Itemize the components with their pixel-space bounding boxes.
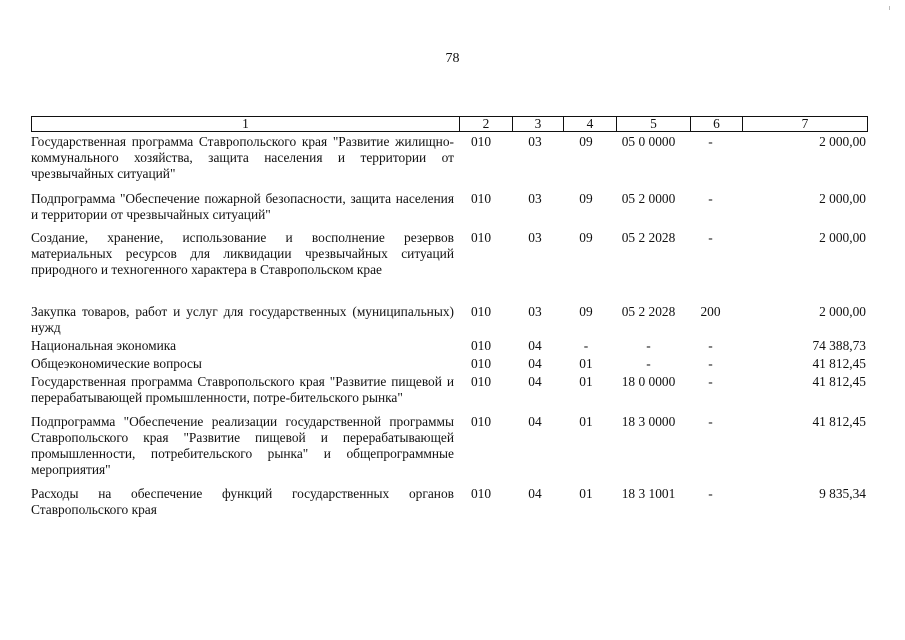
row-col-6: 200 bbox=[700, 304, 721, 319]
row-col-3: 04 bbox=[528, 338, 542, 353]
row-col-2: 010 bbox=[470, 486, 492, 501]
row-col-2: 010 bbox=[470, 134, 492, 149]
row-col-4: 09 bbox=[579, 134, 593, 149]
header-col-2: 2 bbox=[459, 117, 512, 131]
scan-mark bbox=[889, 6, 890, 10]
row-col-7: 41 812,45 bbox=[812, 374, 866, 389]
header-col-6: 6 bbox=[690, 117, 742, 131]
row-col-4: 09 bbox=[579, 191, 593, 206]
row-col-2: 010 bbox=[470, 356, 492, 371]
table-row bbox=[31, 486, 868, 518]
row-col-5: 18 3 0000 bbox=[621, 414, 676, 429]
row-col-6: - bbox=[708, 338, 713, 353]
row-col-3: 04 bbox=[528, 414, 542, 429]
row-col-2: 010 bbox=[470, 191, 492, 206]
row-col-7: 41 812,45 bbox=[812, 356, 866, 371]
table-header-row bbox=[31, 116, 868, 132]
row-col-7: 2 000,00 bbox=[819, 304, 866, 319]
row-col-5: 05 2 2028 bbox=[621, 304, 676, 319]
row-col-2: 010 bbox=[470, 414, 492, 429]
row-col-7: 9 835,34 bbox=[819, 486, 866, 501]
row-col-3: 03 bbox=[528, 230, 542, 245]
row-col-3: 03 bbox=[528, 191, 542, 206]
row-name: Государственная программа Ставропольского края "Развитие жилищно-коммунального хозяйства, защита населения и территории от чрезвычайных ситуаций" bbox=[31, 134, 454, 181]
row-col-6: - bbox=[708, 414, 713, 429]
budget-table bbox=[31, 116, 868, 518]
row-col-7: 2 000,00 bbox=[819, 230, 866, 245]
row-name: Расходы на обеспечение функций государственных органов Ставропольского края bbox=[31, 486, 454, 517]
row-col-7: 74 388,73 bbox=[812, 338, 866, 353]
row-col-4: 09 bbox=[579, 230, 593, 245]
row-col-3: 03 bbox=[528, 304, 542, 319]
row-col-3: 04 bbox=[528, 486, 542, 501]
table-row bbox=[31, 191, 868, 223]
row-name: Государственная программа Ставропольского края "Развитие пищевой и перерабатывающей промышленности, потре-бительского рынка" bbox=[31, 374, 454, 405]
row-col-5: 05 0 0000 bbox=[621, 134, 676, 149]
row-col-4: - bbox=[583, 338, 589, 353]
header-col-4: 4 bbox=[563, 117, 616, 131]
row-name: Подпрограмма "Обеспечение пожарной безопасности, защита населения и территории от чрезвычайных ситуаций" bbox=[31, 191, 454, 222]
table-row bbox=[31, 338, 868, 354]
row-col-7: 41 812,45 bbox=[812, 414, 866, 429]
row-col-7: 2 000,00 bbox=[819, 191, 866, 206]
row-col-2: 010 bbox=[470, 230, 492, 245]
row-col-5: 05 2 0000 bbox=[621, 191, 676, 206]
table-row bbox=[31, 414, 868, 478]
row-col-5: - bbox=[646, 356, 651, 371]
row-col-3: 04 bbox=[528, 356, 542, 371]
row-col-7: 2 000,00 bbox=[819, 134, 866, 149]
row-col-5: 05 2 2028 bbox=[621, 230, 676, 245]
row-col-2: 010 bbox=[470, 338, 492, 353]
row-col-5: 18 0 0000 bbox=[621, 374, 676, 389]
row-col-4: 01 bbox=[579, 374, 593, 389]
row-name: Создание, хранение, использование и восполнение резервов материальных ресурсов для ликвидации чрезвычайных ситуаций природного и техногенного характера в Ставропольском крае bbox=[31, 230, 454, 277]
row-col-6: - bbox=[708, 191, 713, 206]
row-name: Подпрограмма "Обеспечение реализации государственной программы Ставропольского края "Развитие пищевой и перерабатывающей промышленности, потребительского рынка" и общепрограммные мероприятия" bbox=[31, 414, 454, 477]
header-col-5: 5 bbox=[616, 117, 690, 131]
row-col-4: 01 bbox=[579, 414, 593, 429]
header-col-7: 7 bbox=[742, 117, 867, 131]
row-col-2: 010 bbox=[470, 374, 492, 389]
row-name: Национальная экономика bbox=[31, 338, 177, 353]
table-row bbox=[31, 374, 868, 406]
row-col-6: - bbox=[708, 134, 713, 149]
header-col-1: 1 bbox=[242, 116, 249, 131]
table-row bbox=[31, 304, 868, 336]
row-col-5: - bbox=[646, 338, 651, 353]
table-row bbox=[31, 134, 868, 182]
row-name: Общеэкономические вопросы bbox=[31, 356, 202, 371]
row-col-6: - bbox=[708, 374, 713, 389]
row-col-3: 03 bbox=[528, 134, 542, 149]
row-col-6: - bbox=[708, 486, 713, 501]
row-col-2: 010 bbox=[470, 304, 492, 319]
row-col-6: - bbox=[708, 230, 713, 245]
row-col-3: 04 bbox=[528, 374, 542, 389]
row-name: Закупка товаров, работ и услуг для государственных (муниципальных) нужд bbox=[31, 304, 454, 335]
header-col-3: 3 bbox=[512, 117, 563, 131]
row-col-4: 09 bbox=[579, 304, 593, 319]
row-col-4: 01 bbox=[579, 356, 593, 371]
row-col-4: 01 bbox=[579, 486, 593, 501]
row-col-6: - bbox=[708, 356, 713, 371]
row-col-5: 18 3 1001 bbox=[621, 486, 676, 501]
table-row bbox=[31, 230, 868, 278]
page-number: 78 bbox=[445, 51, 460, 66]
table-row bbox=[31, 356, 868, 372]
